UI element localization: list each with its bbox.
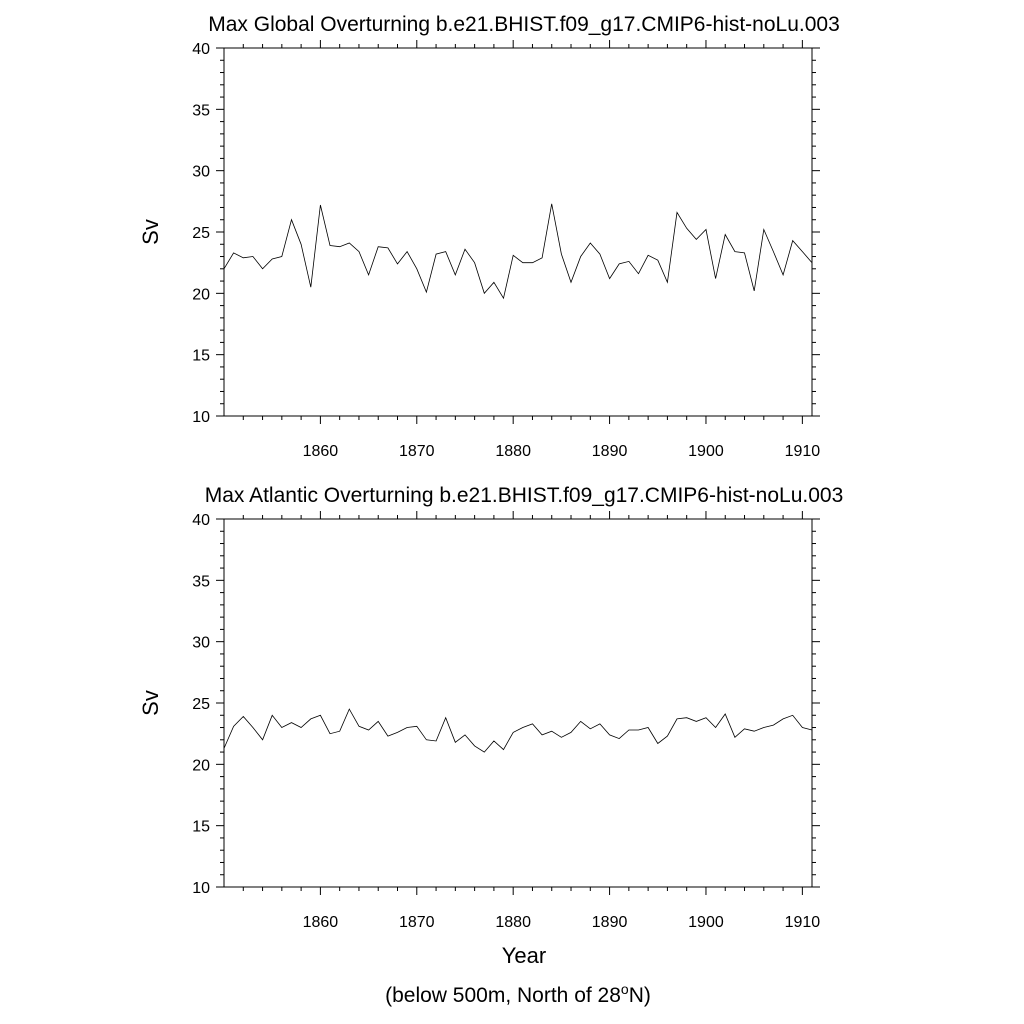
caption-text-before: (below 500m, North of 28: [385, 984, 621, 1007]
global-y-tick-label: 35: [192, 102, 210, 120]
global-x-tick-label: 1880: [495, 443, 531, 460]
global-overturning-panel: [138, 13, 840, 460]
caption-degree-superscript: o: [620, 981, 629, 997]
global-series-line: [224, 204, 812, 298]
global-x-tick-label: 1900: [688, 443, 724, 460]
atlantic-x-tick-label: 1890: [591, 914, 628, 931]
atlantic-x-tick-label: 1870: [398, 914, 435, 931]
global-chart-title: Max Global Overturning b.e21.BHIST.f09_g17.CMIP6-hist-noLu.003: [208, 13, 840, 36]
global-y-tick-label: 40: [192, 41, 210, 58]
global-y-axis-label: Sv: [138, 219, 163, 245]
global-y-tick-label: 15: [192, 347, 210, 365]
global-y-tick-label: 10: [192, 409, 210, 426]
caption-text-after: N): [628, 984, 651, 1007]
atlantic-x-tick-label: 1900: [688, 914, 724, 931]
atlantic-x-tick-label: 1880: [495, 914, 531, 931]
atlantic-series-line: [224, 709, 812, 752]
atlantic-overturning-panel: [138, 484, 843, 968]
global-y-tick-label: 25: [192, 225, 210, 242]
global-x-tick-label: 1890: [591, 443, 628, 460]
atlantic-y-tick-label: 25: [192, 696, 210, 713]
global-x-tick-label: 1870: [398, 443, 435, 460]
atlantic-plot-frame: [224, 519, 812, 887]
atlantic-y-tick-label: 40: [192, 512, 210, 529]
global-x-tick-label: 1860: [302, 443, 339, 460]
atlantic-y-tick-label: 15: [192, 818, 210, 836]
global-x-tick-label: 1910: [784, 443, 821, 460]
figure-caption: [385, 981, 651, 1007]
atlantic-y-tick-label: 20: [192, 757, 210, 775]
global-y-tick-label: 30: [192, 163, 210, 181]
atlantic-y-tick-label: 10: [192, 880, 210, 897]
global-plot-frame: [224, 48, 812, 416]
global-y-tick-label: 20: [192, 286, 210, 304]
atlantic-chart-title: Max Atlantic Overturning b.e21.BHIST.f09_g17.CMIP6-hist-noLu.003: [204, 484, 844, 507]
atlantic-y-tick-label: 30: [192, 634, 210, 652]
atlantic-x-tick-label: 1860: [302, 914, 339, 931]
atlantic-x-axis-label: Year: [501, 943, 547, 968]
atlantic-x-tick-label: 1910: [784, 914, 821, 931]
atlantic-y-tick-label: 35: [192, 573, 210, 591]
atlantic-y-axis-label: Sv: [138, 690, 163, 716]
